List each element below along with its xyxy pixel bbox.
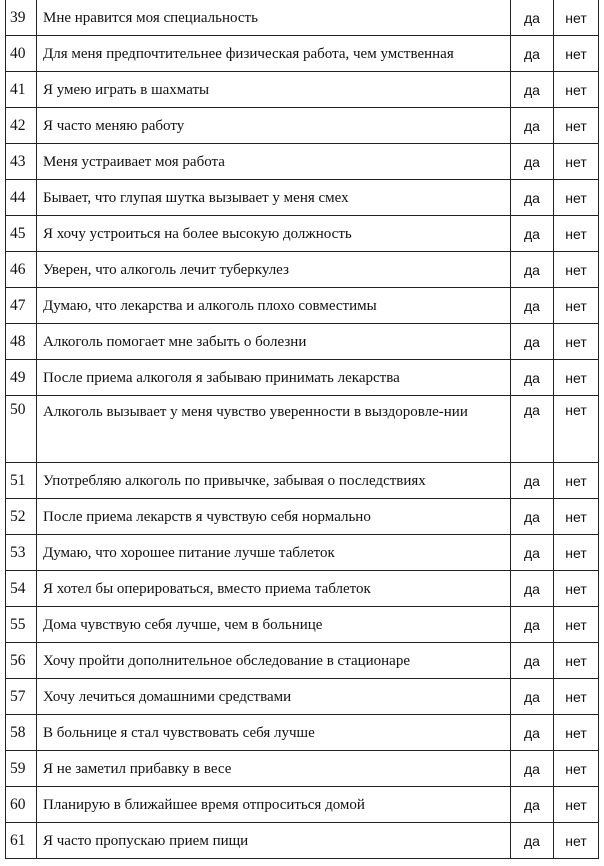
question-text: Хочу лечиться домашними средствами <box>37 679 511 715</box>
answer-no[interactable]: нет <box>554 72 599 108</box>
question-number: 43 <box>6 144 37 180</box>
answer-yes[interactable]: да <box>511 535 554 571</box>
answer-yes[interactable]: да <box>511 607 554 643</box>
question-text: Алкоголь вызывает у меня чувство уверенности в выздоровле-нии <box>37 396 511 463</box>
question-number: 47 <box>6 288 37 324</box>
answer-no[interactable]: нет <box>554 643 599 679</box>
question-row <box>6 679 599 715</box>
answer-no[interactable]: нет <box>554 216 599 252</box>
question-row <box>6 396 599 463</box>
question-number: 58 <box>6 715 37 751</box>
answer-no[interactable]: нет <box>554 751 599 787</box>
answer-yes[interactable]: да <box>511 144 554 180</box>
question-number: 56 <box>6 643 37 679</box>
answer-no[interactable]: нет <box>554 144 599 180</box>
question-number: 57 <box>6 679 37 715</box>
question-number: 53 <box>6 535 37 571</box>
answer-no[interactable]: нет <box>554 108 599 144</box>
answer-yes[interactable]: да <box>511 751 554 787</box>
question-text: Думаю, что лекарства и алкоголь плохо совместимы <box>37 288 511 324</box>
question-row <box>6 360 599 396</box>
question-row <box>6 787 599 823</box>
answer-no[interactable]: нет <box>554 396 599 463</box>
question-text: Меня устраивает моя работа <box>37 144 511 180</box>
question-number: 52 <box>6 499 37 535</box>
answer-no[interactable]: нет <box>554 324 599 360</box>
answer-yes[interactable]: да <box>511 499 554 535</box>
question-text: Думаю, что хорошее питание лучше таблеток <box>37 535 511 571</box>
question-row <box>6 216 599 252</box>
answer-no[interactable]: нет <box>554 823 599 859</box>
question-number: 48 <box>6 324 37 360</box>
answer-yes[interactable]: да <box>511 396 554 463</box>
question-row <box>6 108 599 144</box>
question-row <box>6 463 599 499</box>
question-number: 50 <box>6 396 37 463</box>
question-text: Дома чувствую себя лучше, чем в больнице <box>37 607 511 643</box>
question-number: 41 <box>6 72 37 108</box>
question-row <box>6 607 599 643</box>
question-text: Я часто пропускаю прием пищи <box>37 823 511 859</box>
answer-no[interactable]: нет <box>554 607 599 643</box>
answer-yes[interactable]: да <box>511 108 554 144</box>
question-text: Уверен, что алкоголь лечит туберкулез <box>37 252 511 288</box>
question-text: Алкоголь помогает мне забыть о болезни <box>37 324 511 360</box>
question-row <box>6 715 599 751</box>
answer-no[interactable]: нет <box>554 180 599 216</box>
question-number: 61 <box>6 823 37 859</box>
answer-yes[interactable]: да <box>511 288 554 324</box>
answer-no[interactable]: нет <box>554 535 599 571</box>
answer-yes[interactable]: да <box>511 0 554 36</box>
answer-yes[interactable]: да <box>511 823 554 859</box>
questionnaire-table <box>5 0 599 859</box>
question-text: Я хочу устроиться на более высокую должность <box>37 216 511 252</box>
answer-yes[interactable]: да <box>511 787 554 823</box>
question-text: Бывает, что глупая шутка вызывает у меня смех <box>37 180 511 216</box>
question-number: 51 <box>6 463 37 499</box>
question-number: 55 <box>6 607 37 643</box>
question-number: 60 <box>6 787 37 823</box>
answer-no[interactable]: нет <box>554 463 599 499</box>
answer-yes[interactable]: да <box>511 252 554 288</box>
answer-no[interactable]: нет <box>554 252 599 288</box>
answer-yes[interactable]: да <box>511 715 554 751</box>
answer-yes[interactable]: да <box>511 679 554 715</box>
question-row <box>6 144 599 180</box>
question-row <box>6 288 599 324</box>
answer-no[interactable]: нет <box>554 288 599 324</box>
question-row <box>6 0 599 36</box>
answer-no[interactable]: нет <box>554 36 599 72</box>
question-row <box>6 535 599 571</box>
questionnaire-rows <box>6 0 599 859</box>
answer-no[interactable]: нет <box>554 715 599 751</box>
question-text: Я часто меняю работу <box>37 108 511 144</box>
question-row <box>6 180 599 216</box>
question-row <box>6 643 599 679</box>
question-row <box>6 324 599 360</box>
question-number: 59 <box>6 751 37 787</box>
question-number: 45 <box>6 216 37 252</box>
answer-yes[interactable]: да <box>511 216 554 252</box>
question-row <box>6 571 599 607</box>
question-number: 46 <box>6 252 37 288</box>
answer-no[interactable]: нет <box>554 0 599 36</box>
answer-no[interactable]: нет <box>554 679 599 715</box>
question-number: 49 <box>6 360 37 396</box>
question-text: Я хотел бы оперироваться, вместо приема таблеток <box>37 571 511 607</box>
question-number: 44 <box>6 180 37 216</box>
question-text: Хочу пройти дополнительное обследование в стационаре <box>37 643 511 679</box>
question-row <box>6 72 599 108</box>
answer-yes[interactable]: да <box>511 36 554 72</box>
question-text: Мне нравится моя специальность <box>37 0 511 36</box>
question-text: Для меня предпочтительнее физическая работа, чем умственная <box>37 36 511 72</box>
answer-yes[interactable]: да <box>511 360 554 396</box>
answer-yes[interactable]: да <box>511 324 554 360</box>
question-text: Планирую в ближайшее время отпроситься домой <box>37 787 511 823</box>
question-row <box>6 751 599 787</box>
answer-yes[interactable]: да <box>511 463 554 499</box>
question-number: 42 <box>6 108 37 144</box>
question-number: 54 <box>6 571 37 607</box>
answer-no[interactable]: нет <box>554 360 599 396</box>
answer-yes[interactable]: да <box>511 72 554 108</box>
question-text: Употребляю алкоголь по привычке, забывая о последствиях <box>37 463 511 499</box>
answer-yes[interactable]: да <box>511 571 554 607</box>
question-number: 40 <box>6 36 37 72</box>
question-number: 39 <box>6 0 37 36</box>
question-row <box>6 499 599 535</box>
question-text: После приема алкоголя я забываю принимать лекарства <box>37 360 511 396</box>
question-text: В больнице я стал чувствовать себя лучше <box>37 715 511 751</box>
question-text: После приема лекарств я чувствую себя нормально <box>37 499 511 535</box>
answer-no[interactable]: нет <box>554 571 599 607</box>
answer-yes[interactable]: да <box>511 643 554 679</box>
question-text: Я не заметил прибавку в весе <box>37 751 511 787</box>
question-row <box>6 36 599 72</box>
answer-no[interactable]: нет <box>554 787 599 823</box>
question-row <box>6 252 599 288</box>
answer-no[interactable]: нет <box>554 499 599 535</box>
question-text: Я умею играть в шахматы <box>37 72 511 108</box>
question-row <box>6 823 599 859</box>
answer-yes[interactable]: да <box>511 180 554 216</box>
